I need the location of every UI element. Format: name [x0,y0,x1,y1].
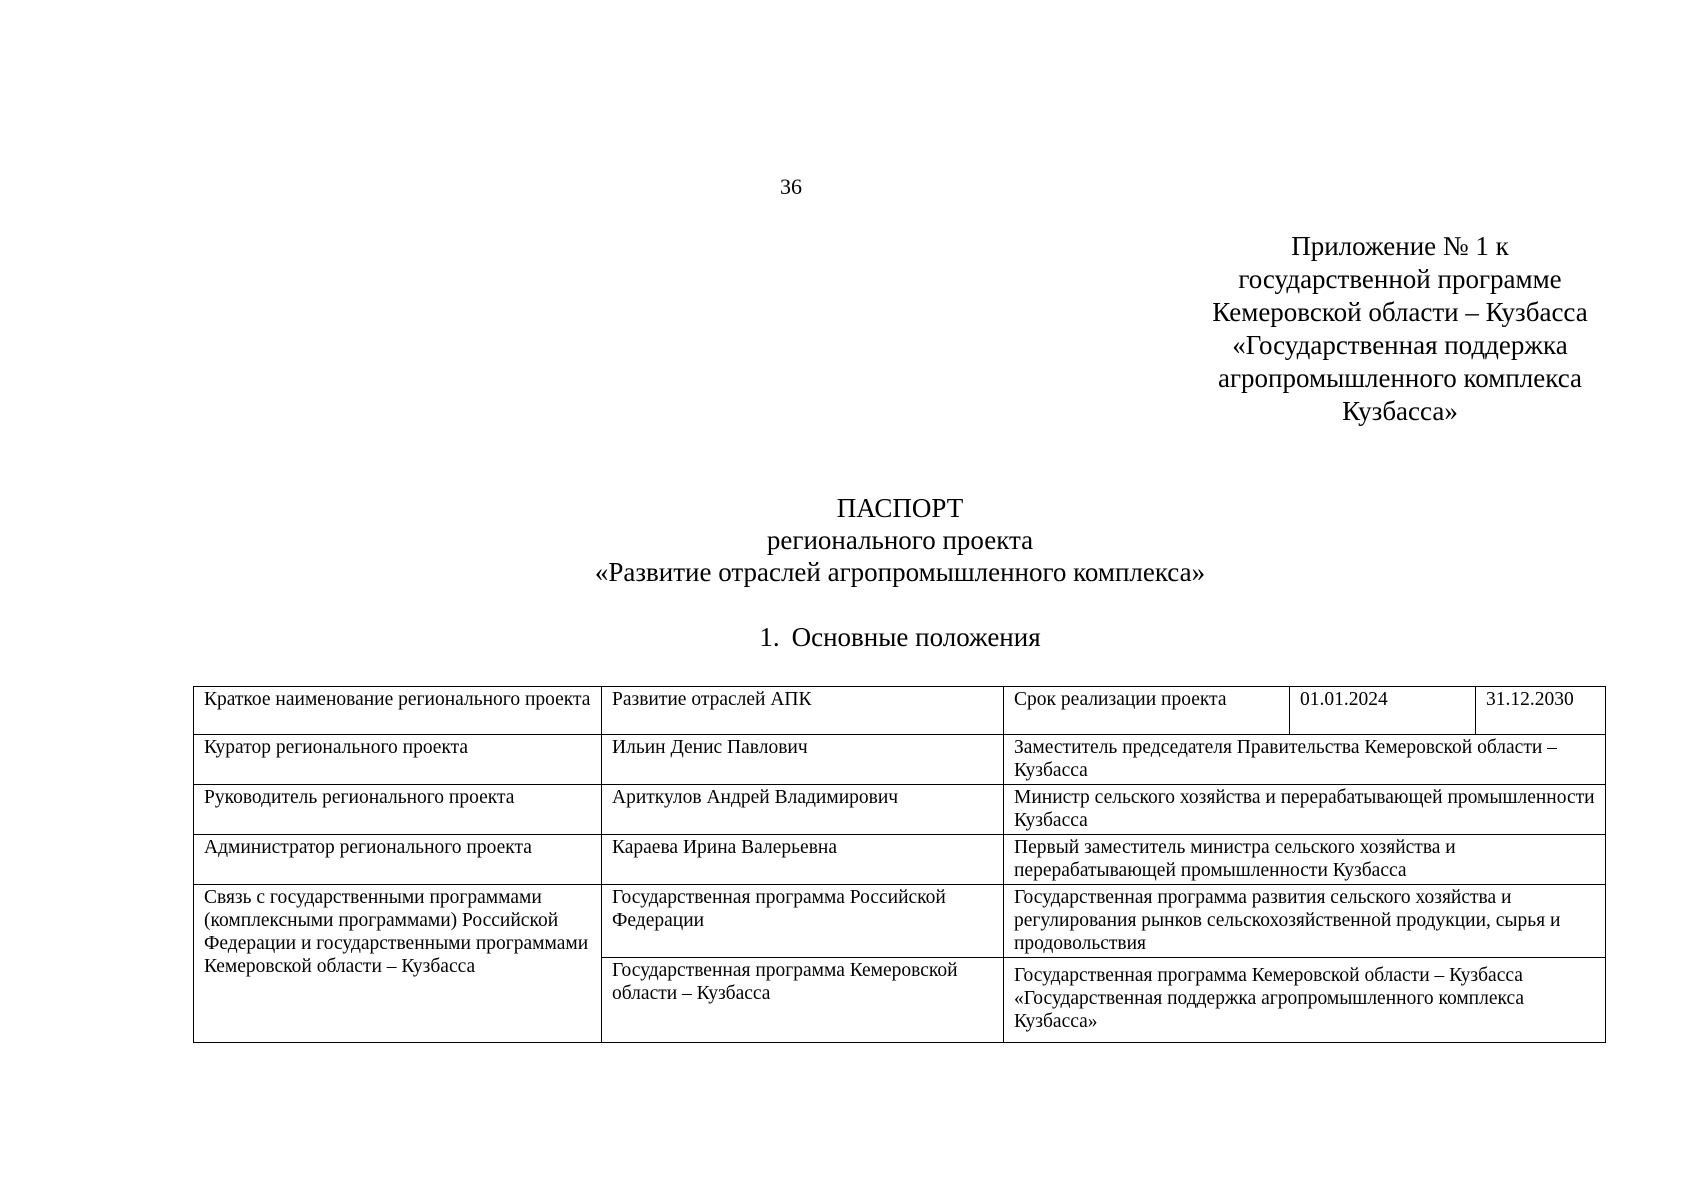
admin-position: Первый заместитель министра сельского хозяйства и перерабатывающей промышленности Кузбасса [1004,835,1606,885]
short-name-value: Развитие отраслей АПК [602,687,1004,735]
curator-name: Ильин Денис Павлович [602,735,1004,785]
short-name-label: Краткое наименование регионального проекта [194,687,602,735]
appendix-line: «Государственная поддержка [1232,330,1568,360]
curator-position: Заместитель председателя Правительства Кемеровской области – Кузбасса [1004,735,1606,785]
table-row [194,785,1606,835]
head-name: Ариткулов Андрей Владимирович [602,785,1004,835]
appendix-line: агропромышленного комплекса [1218,363,1582,393]
region-program-value: Государственная программа Кемеровской области – Кузбасса «Государственная поддержка агропромышленного комплекса Кузбасса» [1004,958,1606,1043]
table-row [194,885,1606,958]
rf-program-value: Государственная программа развития сельского хозяйства и регулирования рынков сельскохозяйственной продукции, сырья и продовольствия [1004,885,1606,958]
table-row [194,735,1606,785]
passport-heading [0,492,1697,588]
admin-name: Караева Ирина Валерьевна [602,835,1004,885]
head-label: Руководитель регионального проекта [194,785,602,835]
section-title: Основные положения [791,622,1041,652]
term-start: 01.01.2024 [1290,687,1476,735]
passport-subtitle: регионального проекта [766,525,1034,555]
term-label: Срок реализации проекта [1004,687,1290,735]
term-end: 31.12.2030 [1476,687,1606,735]
table-row [194,835,1606,885]
project-name: «Развитие отраслей агропромышленного комплекса» [594,557,1206,587]
rf-program-label: Государственная программа Российской Федерации [602,885,1004,958]
passport-title: ПАСПОРТ [836,493,964,523]
program-link-label: Связь с государственными программами (комплексными программами) Российской Федерации и государственными программами Кемеровской области – Кузбасса [194,885,602,1043]
section-number: 1. [759,622,780,652]
admin-label: Администратор регионального проекта [194,835,602,885]
region-program-label: Государственная программа Кемеровской области – Кузбасса [602,958,1004,1043]
page-number: 36 [780,174,802,199]
table-row [194,687,1606,735]
passport-table [193,686,1606,1043]
appendix-line: Кемеровской области – Кузбасса [1212,297,1588,327]
appendix-header [1170,230,1630,428]
section-heading [0,621,1697,653]
head-position: Министр сельского хозяйства и перерабатывающей промышленности Кузбасса [1004,785,1606,835]
appendix-line: Приложение № 1 к [1291,231,1509,261]
appendix-line: государственной программе [1238,264,1562,294]
appendix-line: Кузбасса» [1342,396,1458,426]
curator-label: Куратор регионального проекта [194,735,602,785]
